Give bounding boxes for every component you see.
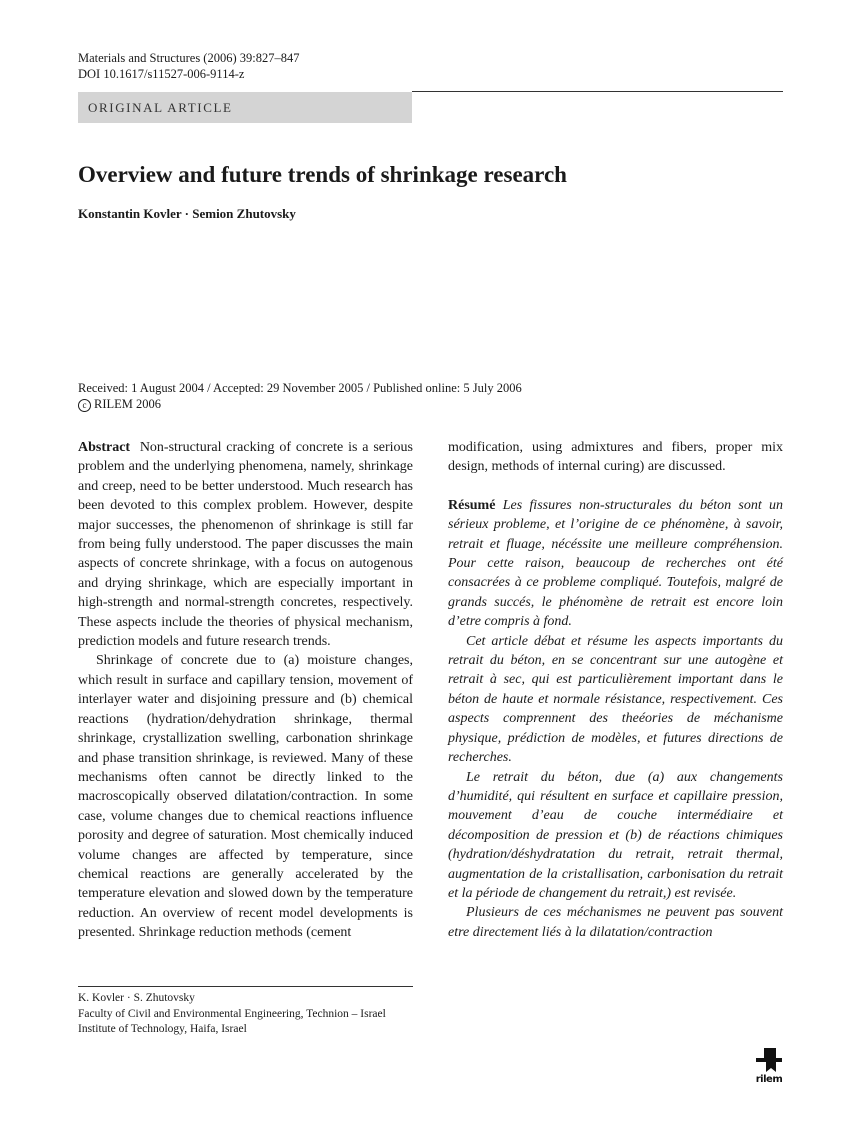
rilem-logo (752, 1046, 786, 1088)
dates-line: Received: 1 August 2004 / Accepted: 29 November 2005 / Published online: 5 July 2006 (78, 381, 522, 395)
abstract-label: Abstract (78, 440, 131, 455)
publication-history (78, 380, 522, 412)
abstract-text-2: Shrinkage of concrete due to (a) moisture changes, which result in surface and capillary tension, movement of interlayer water and disjoining pressure and (b) chemical reactions (hydration/dehydration shrinkage, thermal shrinkage, crystallization swelling, carbonation shrinkage and phase transition shrinkage, is reviewed. Many of these mechanisms often cannot be directly linked to the macroscopically observed dilatation/contraction. In some case, volume changes due to chemical reactions influence porosity and degree of saturation. Most chemically induced volume changes are affected by temperature, since chemical reactions are generally accelerated by the temperature elevation and slowed down by the temperature reduction. An overview of recent model developments is presented. Shrinkage reduction methods (cement (78, 653, 413, 941)
abstract-paragraph-2 (78, 651, 413, 942)
abstract-continuation: modification, using admixtures and fibers, proper mix design, methods of internal curing) are discussed. (448, 440, 783, 475)
resume-text-3: Le retrait du béton, due (a) aux changements d’humidité, qui résultent en surface et capillaire pression, mouvement d’eau de couche intermédiaire et décomposition de pression et (b) de réactions chimiques (hydration/déshydratation du retrait, retrait thermal, augmentation de la cristallisation, carbonisation du retrait et la période de changement du retrait,) est revisée. (448, 769, 783, 901)
resume-text-2: Cet article débat et résume les aspects importants du retrait du béton, en se concentrant sur une autogène et retrait à sec, qui est particulièrement important dans le béton de haute et normale résistance, respectivement. Ces aspects comprennent des theéories de méchanisme physique, prédiction de modèles, et futures directions de recherches. (448, 633, 783, 766)
resume-paragraph (448, 496, 783, 632)
article-title: Overview and future trends of shrinkage research (78, 162, 567, 187)
doi: DOI 10.1617/s11527-006-9114-z (78, 67, 245, 81)
footnote-affiliation: Faculty of Civil and Environmental Engineering, Technion – Israel Institute of Technology, Haifa, Israel (78, 1007, 386, 1035)
left-column (78, 438, 413, 943)
rilem-wordmark: rilem (755, 1074, 783, 1085)
author-affiliation-footnote (78, 991, 413, 1038)
footnote-names: K. Kovler · S. Zhutovsky (78, 992, 195, 1004)
copyright-line (78, 396, 522, 412)
resume-text-4: Plusieurs de ces méchanismes ne peuvent pas souvent etre directement liés à la dilatation/contraction (448, 905, 783, 940)
copyright-icon: c (78, 399, 91, 412)
authors: Konstantin Kovler · Semion Zhutovsky (78, 206, 296, 221)
abstract-paragraph (78, 438, 413, 651)
abstract-text-1: Non-structural cracking of concrete is a serious problem and the underlying phenomena, namely, shrinkage and creep, need to be better understood. Much research has been devoted to this complex problem. However, despite major successes, the phenomenon of shrinkage is still far from being fully understood. The paper discusses the main aspects of concrete shrinkage, with a focus on autogenous and drying shrinkage, which are especially important in high-strength and normal-strength concretes, respectively. These aspects include the theories of physical mechanism, prediction models and future research trends. (78, 440, 414, 650)
right-column (448, 438, 783, 942)
journal-info (78, 50, 299, 82)
journal-citation: Materials and Structures (2006) 39:827–847 (78, 51, 300, 65)
header-rule (412, 91, 783, 92)
resume-text-1: Les fissures non-structurales du béton sont un sérieux probleme, et l’origine de ce phénomène, à savoir, retrait et fluage, nécéssite une meilleure compréhension. Pour cette raison, beaucoup de recherches ont été consacrées à ce probleme compliqué. Toutefois, malgré de grands succés, le phénomène de retrait est encore loin d’etre compris à fond. (448, 497, 783, 630)
footnote-rule (78, 986, 413, 987)
resume-label: Résumé (448, 497, 496, 513)
rilem-mark-icon (752, 1046, 786, 1076)
article-type-banner: ORIGINAL ARTICLE (78, 92, 412, 123)
copyright-text: RILEM 2006 (94, 397, 162, 411)
